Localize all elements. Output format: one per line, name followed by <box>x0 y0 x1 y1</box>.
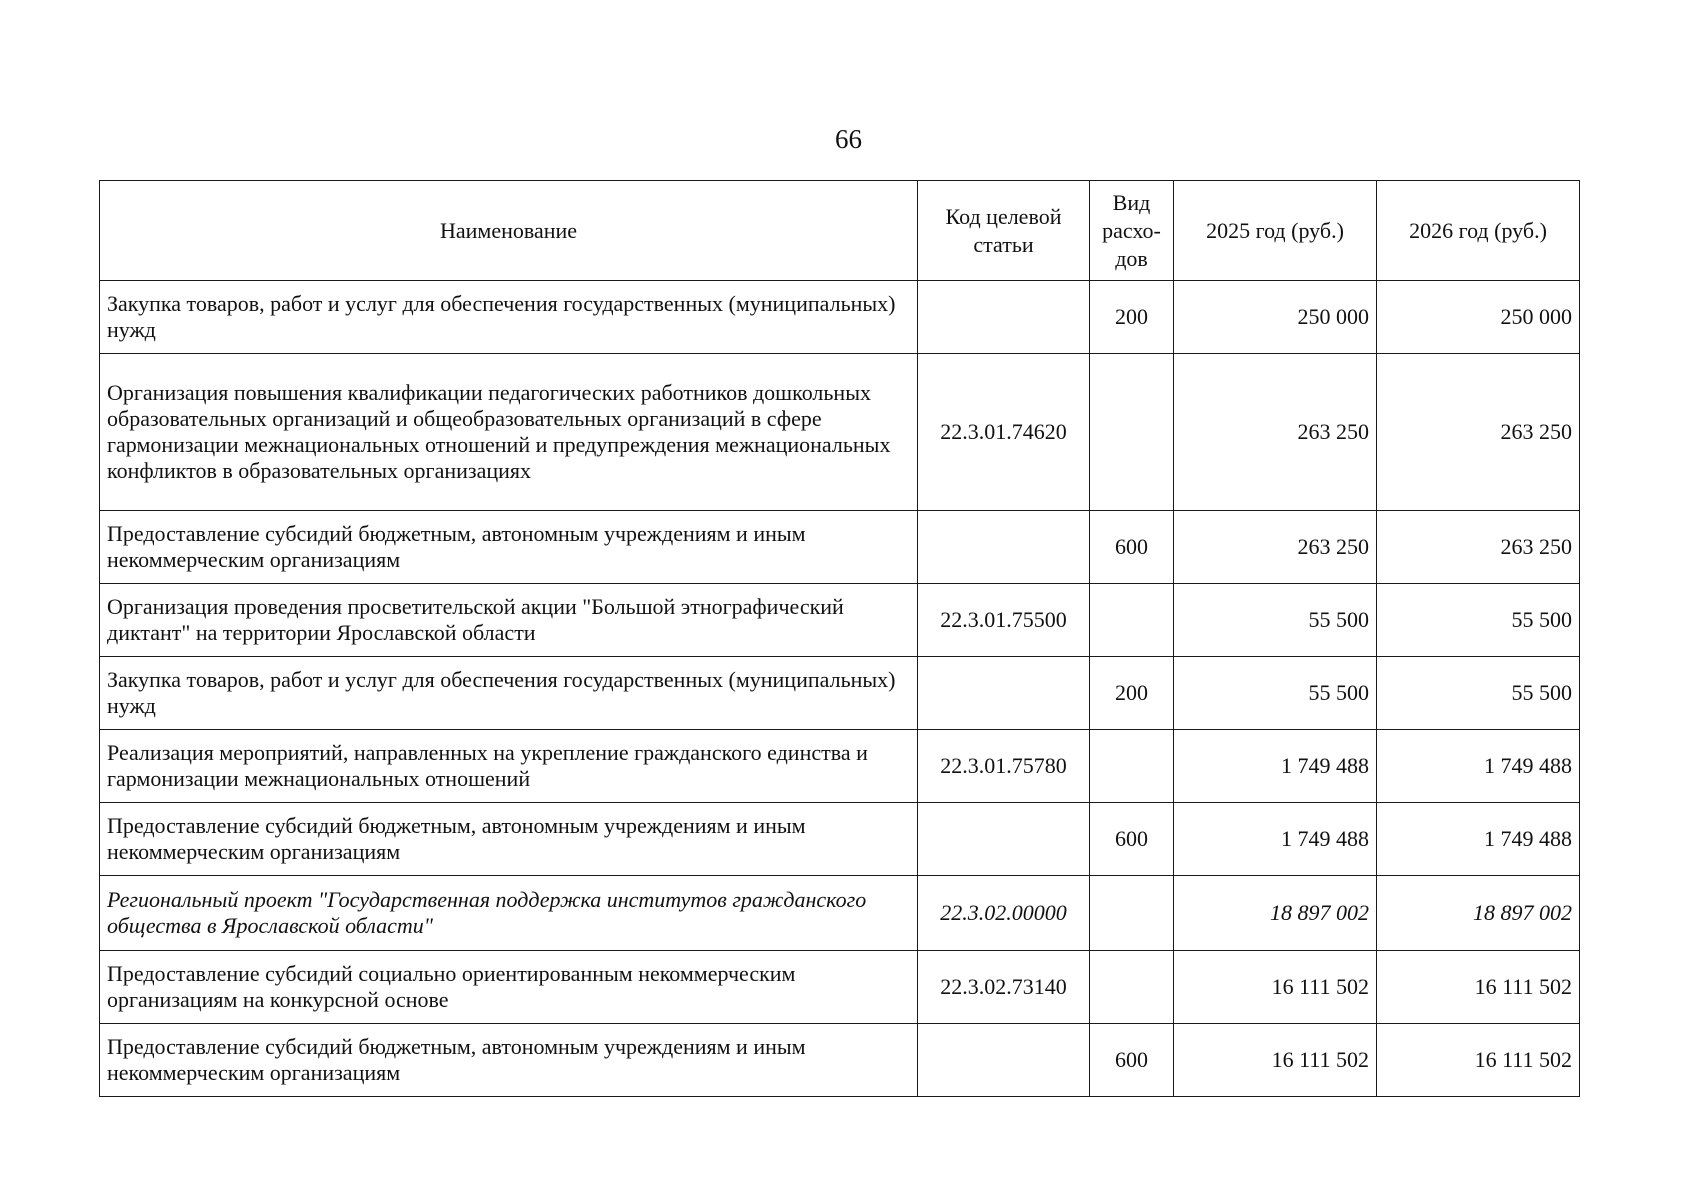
cell-2026: 263 250 <box>1377 354 1580 511</box>
cell-code <box>918 803 1090 876</box>
cell-name: Организация повышения квалификации педагогических работников дошкольных образовательных организаций и общеобразовательных организаций в сфере гармонизации межнациональных отношений и предупреждения межнациональных конфликтов в образовательных организациях <box>100 354 918 511</box>
cell-name: Закупка товаров, работ и услуг для обеспечения государственных (муниципальных) нужд <box>100 281 918 354</box>
cell-code <box>918 657 1090 730</box>
table-row-regional-project <box>100 876 1580 951</box>
table-body <box>100 281 1580 1097</box>
table-row <box>100 1024 1580 1097</box>
header-vid: Вид расхо-дов <box>1090 181 1174 281</box>
table-row <box>100 354 1580 511</box>
table-header-row <box>100 181 1580 281</box>
cell-vid: 600 <box>1090 511 1174 584</box>
cell-2026: 263 250 <box>1377 511 1580 584</box>
cell-2026: 250 000 <box>1377 281 1580 354</box>
table-row <box>100 803 1580 876</box>
header-2026: 2026 год (руб.) <box>1377 181 1580 281</box>
cell-name: Закупка товаров, работ и услуг для обеспечения государственных (муниципальных) нужд <box>100 657 918 730</box>
cell-name: Предоставление субсидий бюджетным, автономным учреждениям и иным некоммерческим организациям <box>100 803 918 876</box>
table-row <box>100 281 1580 354</box>
table-row <box>100 657 1580 730</box>
cell-code: 22.3.01.74620 <box>918 354 1090 511</box>
cell-name: Предоставление субсидий бюджетным, автономным учреждениям и иным некоммерческим организациям <box>100 1024 918 1097</box>
cell-2026: 55 500 <box>1377 657 1580 730</box>
table-row <box>100 730 1580 803</box>
cell-2026: 1 749 488 <box>1377 803 1580 876</box>
cell-vid: 200 <box>1090 281 1174 354</box>
cell-name: Реализация мероприятий, направленных на укрепление гражданского единства и гармонизации межнациональных отношений <box>100 730 918 803</box>
table-row <box>100 951 1580 1024</box>
cell-vid: 600 <box>1090 1024 1174 1097</box>
cell-2025: 16 111 502 <box>1174 1024 1377 1097</box>
cell-2026: 55 500 <box>1377 584 1580 657</box>
cell-2025: 55 500 <box>1174 584 1377 657</box>
cell-vid: 200 <box>1090 657 1174 730</box>
cell-code: 22.3.01.75780 <box>918 730 1090 803</box>
cell-code <box>918 511 1090 584</box>
cell-vid <box>1090 584 1174 657</box>
cell-vid: 600 <box>1090 803 1174 876</box>
header-name: Наименование <box>100 181 918 281</box>
cell-code: 22.3.02.00000 <box>918 876 1090 951</box>
cell-2026: 16 111 502 <box>1377 1024 1580 1097</box>
cell-2025: 263 250 <box>1174 511 1377 584</box>
cell-vid <box>1090 951 1174 1024</box>
cell-vid <box>1090 354 1174 511</box>
table-row <box>100 511 1580 584</box>
cell-2025: 18 897 002 <box>1174 876 1377 951</box>
header-code: Код целевой статьи <box>918 181 1090 281</box>
cell-2025: 55 500 <box>1174 657 1377 730</box>
header-2025: 2025 год (руб.) <box>1174 181 1377 281</box>
cell-2025: 1 749 488 <box>1174 803 1377 876</box>
cell-2026: 1 749 488 <box>1377 730 1580 803</box>
cell-name: Предоставление субсидий бюджетным, автономным учреждениям и иным некоммерческим организациям <box>100 511 918 584</box>
cell-code: 22.3.01.75500 <box>918 584 1090 657</box>
cell-code: 22.3.02.73140 <box>918 951 1090 1024</box>
table-row <box>100 584 1580 657</box>
cell-vid <box>1090 730 1174 803</box>
cell-name: Региональный проект "Государственная поддержка институтов гражданского общества в Ярославской области" <box>100 876 918 951</box>
page-number: 66 <box>835 124 862 154</box>
cell-name: Организация проведения просветительской акции "Большой этнографический диктант" на территории Ярославской области <box>100 584 918 657</box>
cell-2026: 18 897 002 <box>1377 876 1580 951</box>
cell-2025: 1 749 488 <box>1174 730 1377 803</box>
cell-2025: 263 250 <box>1174 354 1377 511</box>
cell-2025: 250 000 <box>1174 281 1377 354</box>
cell-code <box>918 1024 1090 1097</box>
cell-name: Предоставление субсидий социально ориентированным некоммерческим организациям на конкурсной основе <box>100 951 918 1024</box>
cell-2026: 16 111 502 <box>1377 951 1580 1024</box>
cell-code <box>918 281 1090 354</box>
cell-2025: 16 111 502 <box>1174 951 1377 1024</box>
cell-vid <box>1090 876 1174 951</box>
budget-table <box>99 180 1580 1097</box>
